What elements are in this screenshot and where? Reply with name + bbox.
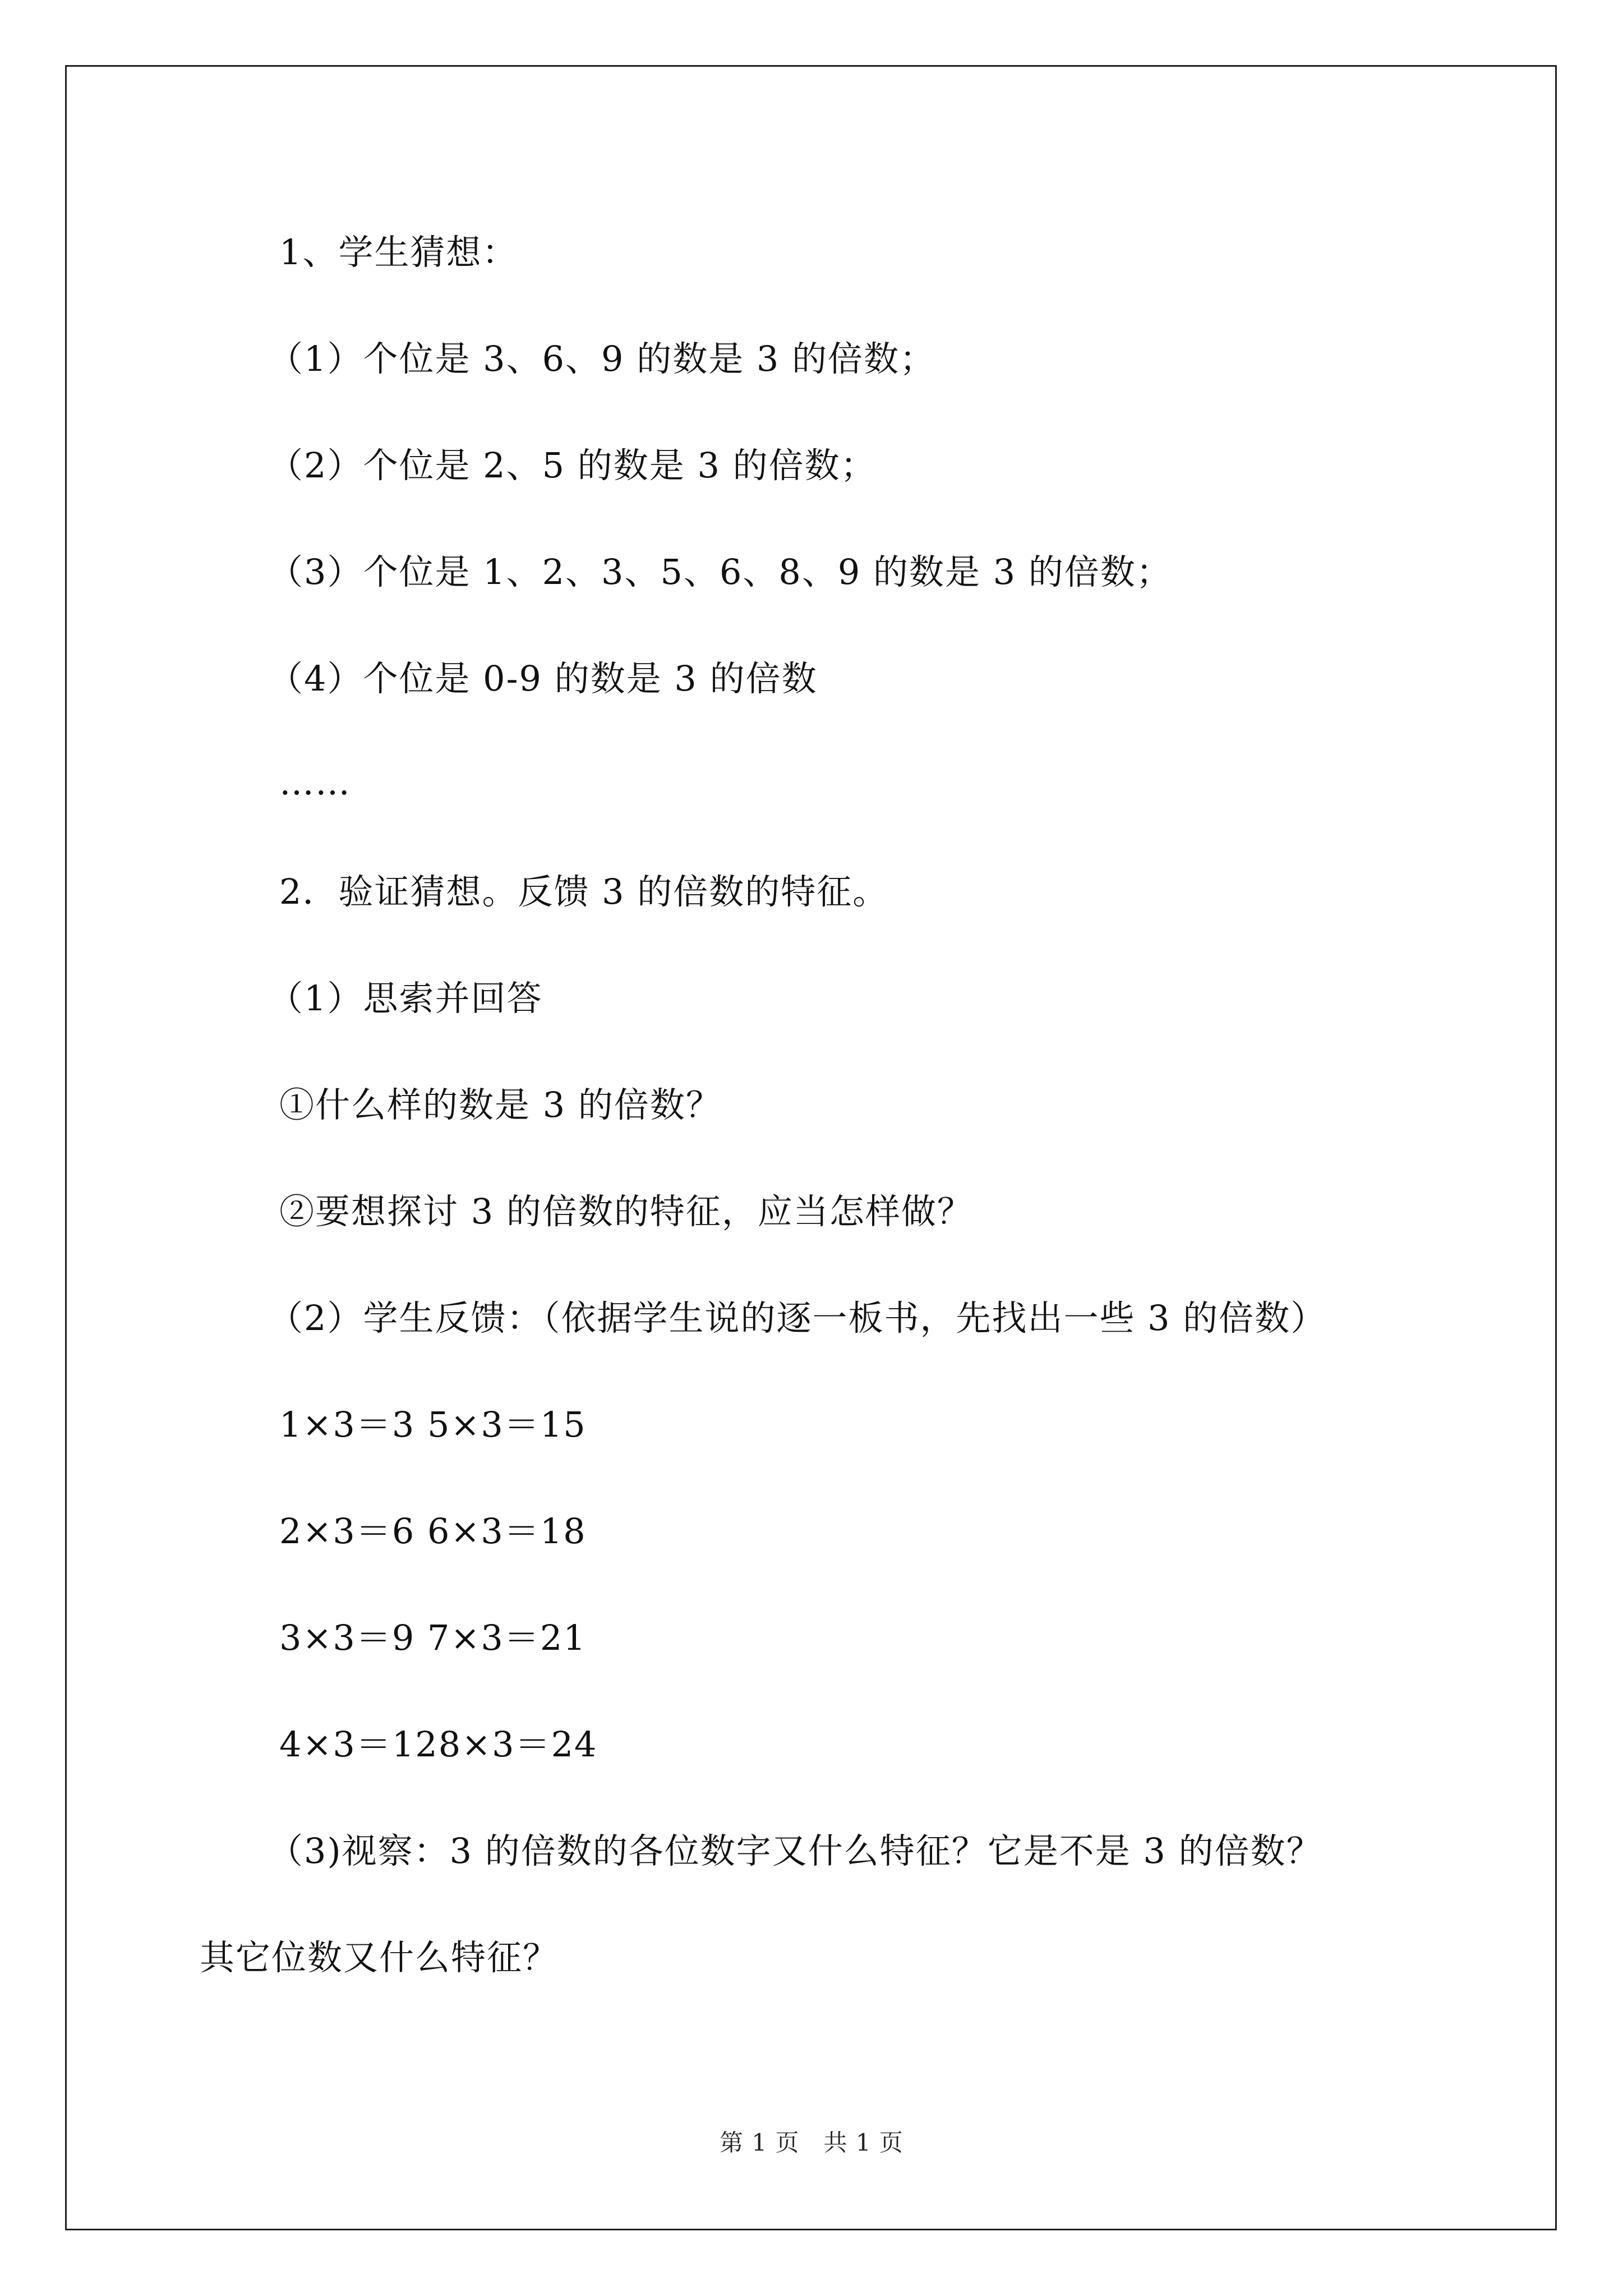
page-border [65,65,1557,2230]
multiplication-row-4: 4×3＝128×3＝24 [279,1724,598,1765]
question-2: ②要想探讨 3 的倍数的特征，应当怎样做？ [279,1191,973,1232]
heading-verify-guess: 2．验证猜想。反馈 3 的倍数的特征。 [279,871,889,912]
guess-item-2: （2）个位是 2、5 的数是 3 的倍数； [268,445,877,486]
multiplication-row-1: 1×3＝3 5×3＝15 [279,1404,587,1445]
step-student-feedback: （2）学生反馈：（依据学生说的逐一板书，先找出一些 3 的倍数） [268,1297,1327,1338]
guess-item-3: （3）个位是 1、2、3、5、6、8、9 的数是 3 的倍数； [268,551,1172,592]
step-think-answer: （1）思索并回答 [268,978,543,1019]
heading-student-guess: 1、学生猜想： [279,232,518,273]
ellipsis: …… [279,762,351,803]
question-1: ①什么样的数是 3 的倍数？ [279,1084,722,1125]
multiplication-row-2: 2×3＝6 6×3＝18 [279,1511,587,1552]
page-footer: 第 1 页 共 1 页 [720,2129,903,2156]
guess-item-4: （4）个位是 0-9 的数是 3 的倍数 [268,658,818,699]
guess-item-1: （1）个位是 3、6、9 的数是 3 的倍数； [268,338,936,379]
step-observe-continued: 其它位数又什么特征？ [200,1937,559,1978]
step-observe: （3)视察：3 的倍数的各位数字又什么特征？它是不是 3 的倍数？ [268,1830,1322,1871]
multiplication-row-3: 3×3＝9 7×3＝21 [279,1617,587,1658]
